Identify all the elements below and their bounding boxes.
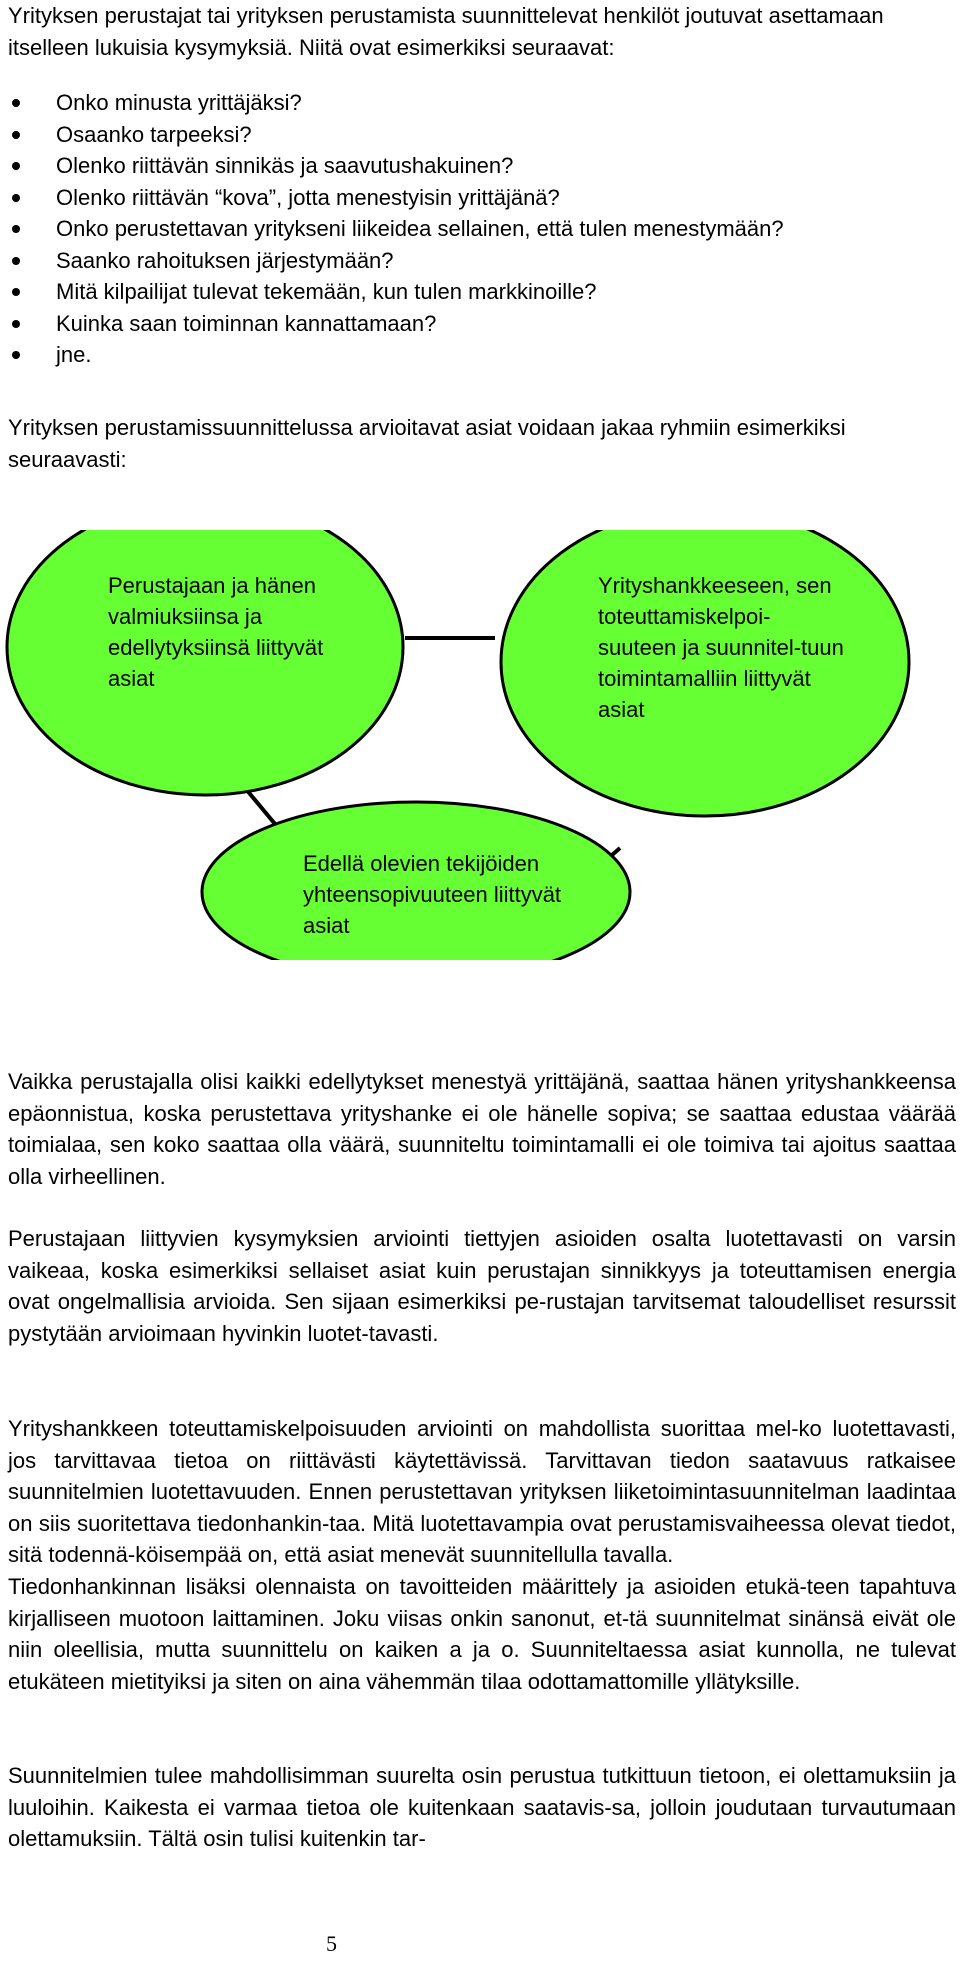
bullet-icon [12, 257, 20, 265]
list-item: Osaanko tarpeeksi? [8, 119, 956, 151]
list-item: Onko minusta yrittäjäksi? [8, 87, 956, 119]
question-list [8, 87, 956, 371]
compatibility-node-label: Edellä olevien tekijöiden yhteensopivuuteen liittyvät asiat [303, 851, 562, 938]
list-item: Kuinka saan toiminnan kannattamaan? [8, 308, 956, 340]
list-item: jne. [8, 339, 956, 371]
bullet-icon [12, 162, 20, 170]
list-item: Mitä kilpailijat tulevat tekemään, kun tulen markkinoille? [8, 276, 956, 308]
bullet-icon [12, 194, 20, 202]
list-item: Olenko riittävän sinnikäs ja saavutushakuinen? [8, 150, 956, 182]
bullet-icon [12, 99, 20, 107]
paragraph-5: Suunnitelmien tulee mahdollisimman suurelta osin perustua tutkittuun tietoon, ei olettamuksiin ja luuloihin. Kaikesta ei varmaa tietoa ole kuitenkaan saatavis-sa, jolloin joudutaan turvautumaan olettamuksiin. Tältä osin tulisi kuitenkin tar- [8, 1763, 956, 1851]
project-node-label: Yrityshankkeeseen, sen toteuttamiskelpoi-suuteen ja suunnitel-tuun toimintamalliin liittyvät asiat [598, 573, 844, 722]
bullet-icon [12, 225, 20, 233]
grouping-intro-paragraph: Yrityksen perustamissuunnittelussa arvioitavat asiat voidaan jakaa ryhmiin esimerkiksi seuraavasti: [8, 415, 846, 472]
bullet-icon [12, 320, 20, 328]
paragraph-1: Vaikka perustajalla olisi kaikki edellytykset menestyä yrittäjänä, saattaa hänen yrityshankkeensa epäonnistua, koska perustettava yrityshanke ei ole hänelle sopiva; se saattaa edustaa väärää toimialaa, sen koko saattaa olla väärä, suunniteltu toimintamalli ei ole toimiva tai ajoitus saattaa olla virheellinen. [8, 1069, 956, 1189]
intro-paragraph: Yrityksen perustajat tai yrityksen perustamista suunnittelevat henkilöt joutuvat asettamaan itselleen lukuisia kysymyksiä. Niitä ovat esimerkiksi seuraavat: [8, 3, 884, 60]
bullet-icon [12, 351, 20, 359]
bullet-icon [12, 288, 20, 296]
planning-groups-diagram [0, 530, 960, 960]
paragraph-3: Yrityshankkeen toteuttamiskelpoisuuden arviointi on mahdollista suorittaa mel-ko luotettavasti, jos tarvittavaa tietoa on riittävästi käytettävissä. Tarvittavan tiedon saatavuus ratkaisee suunnitelmien luotettavuuden. Ennen perustettavan yrityksen liiketoimintasuunnitelman laadintaa on siis suoritettava tiedonhankin-taa. Mitä luotettavampia ovat perustamisvaiheessa olevat tiedot, sitä todennä-köisempää on, että asiat menevät suunnitellulla tavalla. [8, 1416, 956, 1567]
list-item: Onko perustettavan yritykseni liikeidea sellainen, että tulen menestymään? [8, 213, 956, 245]
paragraph-2: Perustajaan liittyvien kysymyksien arviointi tiettyjen asioiden osalta luotettavasti on varsin vaikeaa, koska esimerkiksi sellaiset asiat kuin perustajan sinnikkyys ja toteuttamisen energia ovat ongelmallisia arvioida. Sen sijaan esimerkiksi pe-rustajan tarvitsemat taloudelliset resurssit pystytään arvioimaan hyvinkin luotet-tavasti. [8, 1226, 956, 1346]
founder-node-label: Perustajaan ja hänen valmiuksiinsa ja edellytyksiinsä liittyvät asiat [108, 573, 324, 691]
list-item: Olenko riittävän “kova”, jotta menestyisin yrittäjänä? [8, 182, 956, 214]
page-number: 5 [326, 1931, 337, 1956]
bullet-icon [12, 131, 20, 139]
list-item: Saanko rahoituksen järjestymään? [8, 245, 956, 277]
paragraph-4: Tiedonhankinnan lisäksi olennaista on tavoitteiden määrittely ja asioiden etukä-teen tapahtuva kirjalliseen muotoon laittaminen. Joku viisas onkin sanonut, et-tä suunnitelmat sinänsä eivät ole niin oleellisia, mutta suunnittelu on kaiken a ja o. Suunniteltaessa asiat kunnolla, ne tulevat etukäteen mietityiksi ja siten on aina vähemmän tilaa odottamattomille yllätyksille. [8, 1574, 956, 1694]
